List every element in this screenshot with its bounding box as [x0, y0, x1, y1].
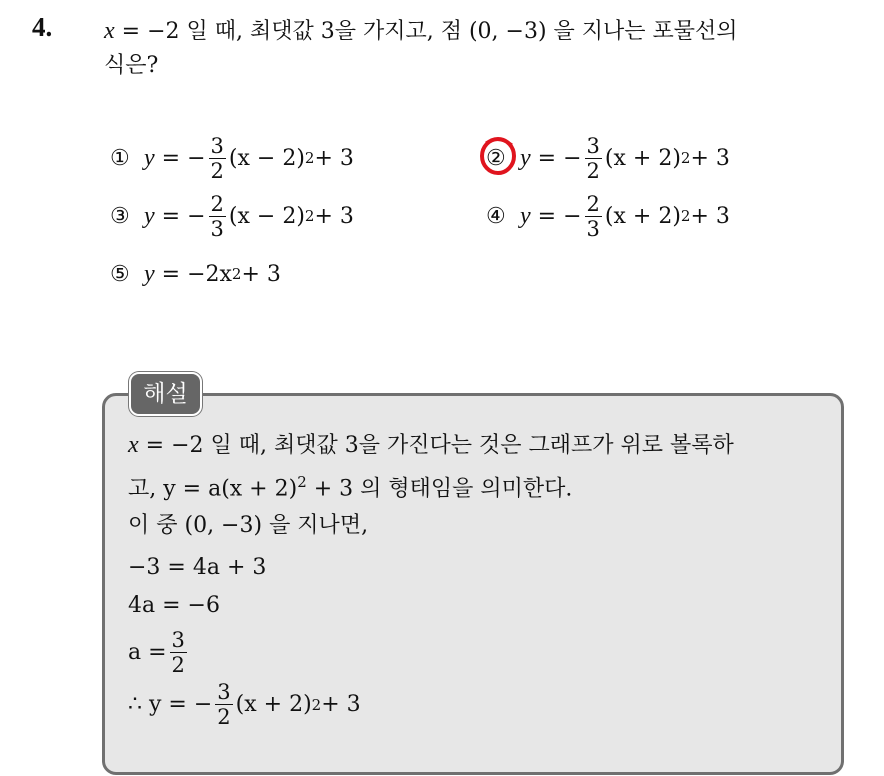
var-y: y — [144, 202, 155, 229]
equation-4-num: 3 — [217, 680, 231, 704]
equation-3-den: 2 — [171, 653, 185, 677]
option-4-exp: 2 — [680, 207, 691, 225]
option-1-expr: (x − 2) — [228, 145, 305, 171]
option-2-num: 3 — [586, 133, 600, 158]
option-3-num: 2 — [210, 191, 224, 216]
option-5-symbol: ⑤ — [110, 261, 130, 287]
option-3-expr: (x − 2) — [228, 203, 305, 229]
option-2-sign: = − — [537, 145, 582, 171]
option-2-expr: (x + 2) — [604, 145, 681, 171]
option-4-symbol: ④ — [486, 203, 506, 229]
option-1-fraction — [209, 134, 226, 183]
stem-line-1: = −2 일 때, 최댓값 3을 가지고, 점 (0, −3) 을 지나는 포물선의 — [121, 19, 738, 44]
equation-4-fraction — [215, 680, 232, 729]
explanation-exp: 2 — [297, 473, 307, 491]
option-1-tail: + 3 — [314, 145, 354, 171]
option-3-tail: + 3 — [314, 203, 354, 229]
question-number: 4. — [32, 12, 53, 42]
option-1-symbol: ① — [110, 145, 130, 171]
option-4-expr: (x + 2) — [604, 203, 681, 229]
option-2-symbol: ② — [486, 145, 506, 171]
explanation-line-2: 고, y = a(x + 2) — [128, 476, 298, 502]
option-2-den: 2 — [586, 158, 600, 183]
question-stem — [104, 14, 864, 83]
option-4-fraction — [585, 192, 602, 241]
option-4[interactable] — [486, 188, 730, 244]
var-x: x — [104, 18, 115, 44]
option-4-sign: = − — [537, 203, 582, 229]
equation-3-fraction — [170, 628, 187, 677]
equation-3-lhs: a = — [128, 640, 167, 665]
equation-1: −3 = 4a + 3 — [128, 555, 267, 580]
option-4-den: 3 — [586, 216, 600, 241]
option-1[interactable] — [110, 130, 354, 186]
equation-4-exp: 2 — [311, 695, 322, 714]
option-5-exp: 2 — [231, 265, 242, 283]
var-y: y — [144, 260, 155, 287]
equation-4-rhs: (x + 2) — [235, 692, 312, 717]
option-2-exp: 2 — [680, 149, 691, 167]
equation-4-lhs: ∴ y = − — [128, 692, 213, 717]
option-1-exp: 2 — [304, 149, 315, 167]
option-3-symbol: ③ — [110, 203, 130, 229]
option-3-exp: 2 — [304, 207, 315, 225]
equation-3 — [128, 628, 190, 677]
explanation-line-2-tail: + 3 의 형태임을 의미한다. — [306, 476, 573, 502]
option-4-num: 2 — [586, 191, 600, 216]
option-3-sign: = − — [161, 203, 206, 229]
option-1-num: 3 — [210, 133, 224, 158]
explanation-text — [128, 427, 818, 544]
option-1-sign: = − — [161, 145, 206, 171]
option-4-tail: + 3 — [690, 203, 730, 229]
equation-4-den: 2 — [217, 705, 231, 729]
explanation-line-3: 이 중 (0, −3) 을 지나면, — [128, 513, 369, 539]
explanation-line-1: = −2 일 때, 최댓값 3을 가진다는 것은 그래프가 위로 볼록하 — [145, 433, 734, 458]
equation-3-num: 3 — [171, 628, 185, 652]
option-3-fraction — [209, 192, 226, 241]
equation-2: 4a = −6 — [128, 593, 220, 618]
equation-4-tail: + 3 — [321, 692, 361, 717]
option-1-den: 2 — [210, 158, 224, 183]
option-3-den: 3 — [210, 216, 224, 241]
var-y: y — [144, 144, 155, 171]
equation-4 — [128, 680, 361, 729]
stem-line-2: 식은? — [104, 53, 159, 78]
option-5[interactable] — [110, 246, 281, 302]
var-x: x — [128, 432, 139, 458]
option-3[interactable] — [110, 188, 354, 244]
option-2-fraction — [585, 134, 602, 183]
var-y: y — [520, 202, 531, 229]
option-5-expr: = −2x — [161, 261, 232, 287]
option-2[interactable] — [486, 130, 730, 186]
var-y: y — [520, 144, 531, 171]
explanation-tag: 해설 — [129, 372, 202, 416]
option-2-tail: + 3 — [690, 145, 730, 171]
option-5-tail: + 3 — [241, 261, 281, 287]
